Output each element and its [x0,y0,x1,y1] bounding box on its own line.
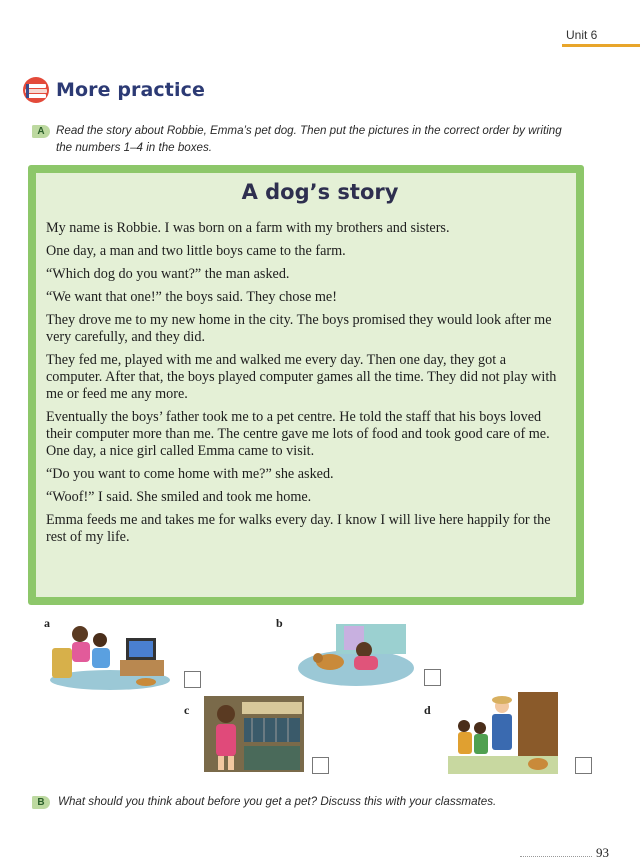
exercise-a-badge: A [32,125,50,138]
picture-d-letter: d [424,703,431,717]
picture-c-letter: c [184,703,190,717]
picture-a-letter: a [44,616,50,630]
story-paragraph: Emma feeds me and takes me for walks every day. I know I will live here happily for the rest of my life. [46,512,551,545]
story-paragraph: They fed me, played with me and walked me every day. Then one day, they got a computer. After that, the boys played computer games all the time. They did not play with me or feed me any more. [46,352,557,402]
footer-rule [520,855,592,857]
picture-d-farm [448,692,558,774]
story-paragraph: Eventually the boys’ father took me to a pet centre. He told the staff that his boys loved their computer more than me. The centre gave me lots of food and took good care of me. One day, a nice girl called Emma came to visit. [46,409,550,459]
section-title: More practice [56,79,205,101]
picture-c-answer-box[interactable] [312,757,329,774]
unit-label: Unit 6 [566,28,598,42]
story-title: A dog’s story [241,180,399,204]
page-number: 93 [596,845,609,860]
picture-d-answer-box[interactable] [575,757,592,774]
story-paragraph: “Do you want to come home with me?” she asked. [46,466,334,482]
picture-b-answer-box[interactable] [424,669,441,686]
story-paragraph: They drove me to my new home in the city. The boys promised they would look after me very carefully, and they did. [46,312,552,345]
picture-c-pet-centre [204,696,304,772]
picture-a-answer-box[interactable] [184,671,201,688]
exercise-b-instruction: What should you think about before you get a pet? Discuss this with your classmates. [58,795,497,808]
book-stack-icon [20,76,52,104]
unit-rule [562,44,640,47]
story-paragraph: My name is Robbie. I was born on a farm with my brothers and sisters. [46,220,450,236]
story-paragraph: One day, a man and two little boys came to the farm. [46,243,346,259]
story-paragraph: “Woof!” I said. She smiled and took me home. [46,489,312,505]
exercise-b-badge: B [32,796,50,809]
picture-a-boys-computer [50,618,172,690]
picture-b-girl-dog [296,620,414,688]
story-paragraph: “Which dog do you want?” the man asked. [46,266,290,282]
exercise-a-instruction: Read the story about Robbie, Emma’s pet dog. Then put the pictures in the correct order by writing the numbers 1–4 in the boxes. [56,124,562,154]
picture-b-letter: b [276,616,283,630]
story-paragraph: “We want that one!” the boys said. They chose me! [46,289,337,305]
story-body [46,220,558,552]
